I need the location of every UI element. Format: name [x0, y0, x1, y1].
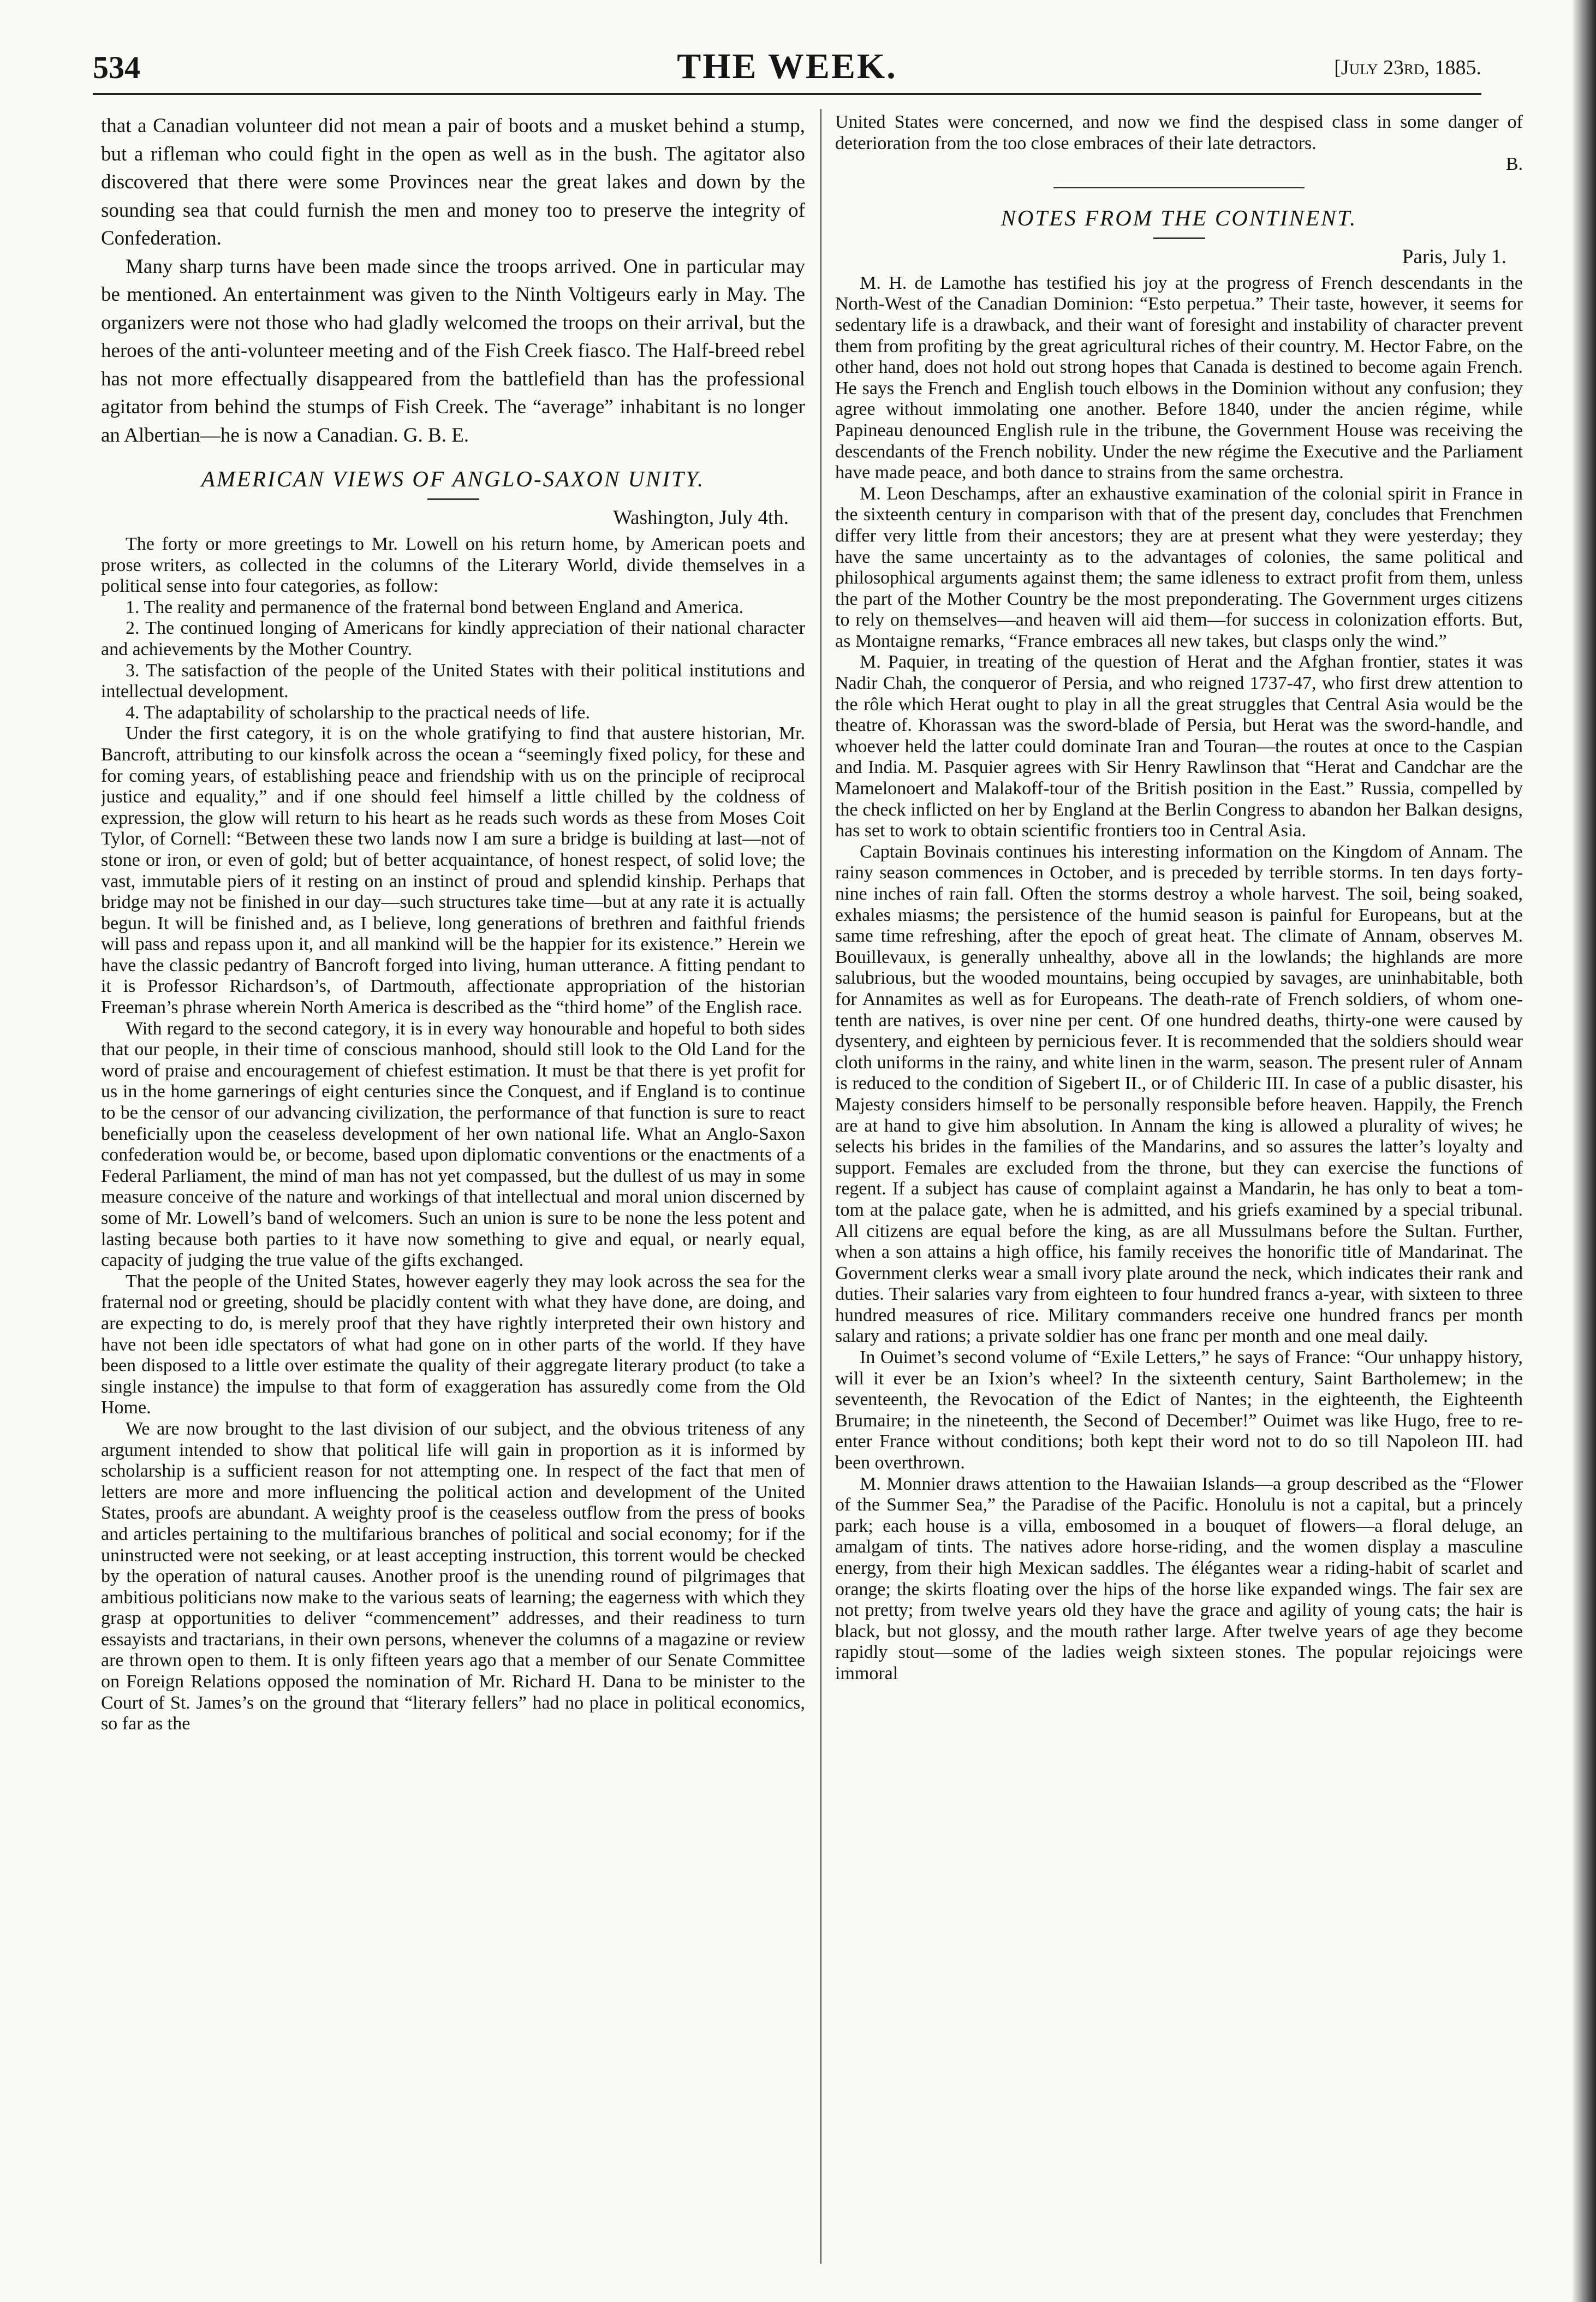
article-paragraph: M. Monnier draws attention to the Hawaiian Islands—a group described as the “Flower of the Summer Sea,” the Paradise of the Pacific. Honolulu is not a capital, but a princely park; each house is a villa, embosomed in a bouquet of flowers—a floral deluge, an amalgam of tints. The natives adore horse-riding, and the women display a masculine energy, from their high Mexican saddles. The élégantes wear a riding-habit of scarlet and orange; the skirts floating over the hips of the horse like expanded wings. The fair sex are not pretty; from twelve years old they have the grace and agility of young cats; the hair is black, but not glossy, and the mouth rather large. After twelve years of age they become rapidly stout—some of the ladies weigh sixteen stones. The popular rejoicings were immoral: [835, 1473, 1523, 1684]
header-rule: [93, 93, 1481, 95]
article-paragraph: M. Paquier, in treating of the question of Herat and the Afghan frontier, states it was Nadir Chah, the conqueror of Persia, and who reigned 1737-47, who first drew attention to the rôle which Herat ought to play in all the great struggles that Central Asia would be the theatre of. Khorassan was the sword-blade of Persia, but Herat was the sword-handle, and whoever held the latter could dominate Iran and Touran—the routes at once to the Caspian and India. M. Pasquier agrees with Sir Henry Rawlinson that “Herat and Candchar are the Mamelonoert and Malakoff-tour of the British position in the East.” Russia, compelled by the check inflicted on her by England at the Berlin Congress to abandon her Balkan designs, has set to work to obtain scientific frontiers too in Central Asia.: [835, 652, 1523, 841]
author-signature: B.: [1505, 154, 1523, 175]
dateline: Paris, July 1.: [1402, 245, 1506, 268]
masthead: [93, 46, 1481, 87]
article-paragraph: Under the first category, it is on the whole gratifying to find that austere historian, Mr. Bancroft, attributing to our kinsfolk across the ocean a “seemingly fixed policy, for these and for coming years, of establishing peace and friendship with us on the principle of reciprocal justice and equality,” and if one should feel himself a little chilled by the coldness of expression, the glow will return to his heart as he reads such words as these from Moses Coit Tylor, of Cornell: “Between these two lands now I am sure a bridge is building at last—not of stone or iron, or even of gold; but of better acquaintance, of honest respect, of solid love; the vast, immutable piers of it resting on an instinct of proud and splendid kinship. Perhaps that bridge may not be finished in our day—such structures take time—but at any rate it is actually begun. It will be finished and, as I believe, long generations of brethren and faithful friends will pass and repass upon it, and all mankind will be the happier for its existence.” Herein we have the classic pedantry of Bancroft forged into living, human utterance. A fitting pendant to it is Professor Richardson’s, of Dartmouth, affectionate appropriation of the historian Freeman’s phrase wherein North America is described as the “third home” of the English race.: [101, 723, 805, 1018]
page-number: 534: [93, 50, 140, 85]
journal-title: THE WEEK.: [677, 46, 897, 86]
article-paragraph: The forty or more greetings to Mr. Lowell on his return home, by American poets and prose writers, as collected in the columns of the Literary World, divide themselves in a political sense into four categories, as follow:: [101, 534, 805, 597]
issue-date: [July 23rd, 1885.: [1334, 56, 1481, 79]
section-rule: [1053, 187, 1305, 188]
heading-rule: [1153, 237, 1205, 239]
article-paragraph: M. H. de Lamothe has testified his joy at the progress of French descendants in the North-West of the Canadian Dominion: “Esto perpetua.” Their taste, however, it seems for sedentary life is a drawback, and their want of foresight and instability of character prevent them from profiting by the great agricultural riches of their country. M. Hector Fabre, on the other hand, does not hold out strong hopes that Canada is destined to become again French. He says the French and English touch elbows in the Dominion without any confusion; they agree without immolating one another. Before 1840, under the ancien régime, while Papineau denounced English rule in the tribune, the Government House was receiving the descendants of the French nobility. Under the new régime the Executive and the Parliament have made peace, and both dance to strains from the same orchestra.: [835, 272, 1523, 483]
continuation-paragraph: that a Canadian volunteer did not mean a pair of boots and a musket behind a stump, but a rifleman who could fight in the open as well as in the bush. The agitator also discovered that there were some Provinces near the great lakes and down by the sounding sea that could furnish the men and money too to preserve the integrity of Confederation.: [101, 115, 805, 249]
column-divider: [820, 109, 821, 2264]
continuation-paragraph: Many sharp turns have been made since the troops arrived. One in particular may be mentioned. An entertainment was given to the Ninth Voltigeurs early in May. The organizers were not those who had gladly welcomed the troops on their arrival, but the heroes of the anti-volunteer meeting and of the Fish Creek fiasco. The Half-breed rebel has not more effectually disappeared from the battlefield than has the professional agitator from behind the stumps of Fish Creek. The “average” inhabitant is no longer an Albertian—he is now a Canadian. G. B. E.: [101, 255, 805, 447]
article-paragraph: That the people of the United States, however eagerly they may look across the sea for the fraternal nod or greeting, should be placidly content with what they have done, are doing, and are expecting to do, is merely proof that they have rightly interpreted their own history and have not been idle spectators of what had gone on in other parts of the world. If they have been disposed to a little over estimate the quality of their aggregate literary product (to take a single instance) the impulse to that form of exaggeration has assuredly come from the Old Home.: [101, 1271, 805, 1418]
list-item: 3. The satisfaction of the people of the United States with their political institutions and intellectual development.: [101, 660, 805, 702]
dateline: Washington, July 4th.: [613, 507, 789, 529]
article-paragraph: In Ouimet’s second volume of “Exile Letters,” he says of France: “Our unhappy history, will it ever be an Ixion’s wheel? In the sixteenth century, Saint Bartholemew; in the seventeenth, the Revocation of the Edict of Nantes; in the eighteenth, the Eighteenth Brumaire; in the nineteenth, the Second of December!” Ouimet was like Hugo, free to re-enter France without conditions; both kept their word not to do so till Napoleon III. had been overthrown.: [835, 1347, 1523, 1473]
list-item: 1. The reality and permanence of the fraternal bond between England and America.: [126, 597, 744, 617]
article-paragraph: M. Leon Deschamps, after an exhaustive examination of the colonial spirit in France in the sixteenth century in comparison with that of the present day, concludes that Frenchmen differ very little from their ancestors; they are at present what they were yesterday; they have the same uncertainty as to the advantages of colonies, the same political and philosophical arguments against them; the same idleness to extract profit from them, unless the part of the Mother Country be the most preponderating. The Government urges citizens to rely on themselves—and heaven will aid them—for success in colonization efforts. But, as Montaigne remarks, “France embraces all new takes, but clasps only the wind.”: [835, 483, 1523, 651]
continuation-paragraph: United States were concerned, and now we find the despised class in some danger of deterioration from the too close embraces of their late detractors.: [835, 112, 1523, 153]
article-heading: NOTES FROM THE CONTINENT.: [1001, 205, 1357, 230]
page-edge-shadow: [1571, 0, 1596, 2302]
right-column: [835, 112, 1523, 2269]
list-item: 2. The continued longing of Americans for kindly appreciation of their national character and achievements by the Mother Country.: [101, 618, 805, 659]
left-column: [101, 112, 805, 2269]
article-heading: AMERICAN VIEWS OF ANGLO-SAXON UNITY.: [201, 466, 705, 491]
list-item: 4. The adaptability of scholarship to the practical needs of life.: [126, 702, 590, 723]
article-paragraph: With regard to the second category, it is in every way honourable and hopeful to both sides that our people, in their time of conscious manhood, should still look to the Old Land for the word of praise and encouragement of chiefest estimation. It must be that there is yet profit for us in the home garnerings of eight centuries since the Conquest, and if England is to continue to be the censor of our advancing civilization, the performance of that function is sure to react beneficially upon the ceaseless development of her own national life. What an Anglo-Saxon confederation would be, or become, based upon diplomatic conventions or the enactments of a Federal Parliament, the mind of man has not yet compassed, but the dullest of us may in some measure conceive of the nature and workings of that intellectual and moral union discerned by some of Mr. Lowell’s band of welcomers. Such an union is sure to be none the less potent and lasting because both parties to it have now something to give and equal, or nearly equal, capacity of judging the true value of the gifts exchanged.: [101, 1018, 805, 1271]
heading-rule: [427, 498, 479, 500]
article-paragraph: Captain Bovinais continues his interesting information on the Kingdom of Annam. The rainy season commences in October, and is preceded by terrible storms. In ten days forty-nine inches of rain fall. Often the storms destroy a whole harvest. The soil, being soaked, exhales miasms; the persistence of the humid season is painful for Europeans, but at the same time refreshing, after the epoch of great heat. The climate of Annam, observes M. Bouillevaux, is generally unhealthy, above all in the lowlands; the highlands are more salubrious, but the wooded mountains, being occupied by savages, are uninhabitable, both for Annamites as well as for Europeans. The death-rate of French soldiers, of whom one-tenth are natives, is over nine per cent. Of one hundred deaths, thirty-one were caused by dysentery, and eighteen by pernicious fever. It is recommended that the soldiers should wear cloth uniforms in the rainy, and white linen in the warm, season. The present ruler of Annam is reduced to the condition of Sigebert II., or of Childeric III. In case of a public disaster, his Majesty considers himself to be personally responsible before heaven. Happily, the French are at hand to give him absolution. In Annam the king is allowed a plurality of wives; he selects his brides in the families of the Mandarins, and so assures the latter’s loyalty and support. Females are excluded from the throne, but they can exercise the functions of regent. If a subject has cause of complaint against a Mandarin, he has only to beat a tom-tom at the palace gate, when he is admitted, and his griefs examined by a special tribunal. All citizens are equal before the king, as are all Mussulmans before the Sultan. Further, when a son attains a high office, his family receives the honorific title of Mandarinat. The Government clerks wear a small ivory plate around the neck, which indicates their rank and duties. Their salaries vary from eighteen to four hundred francs a-year, with sixteen to three hundred measures of rice. Military commanders receive one hundred francs per month salary and rations; a private soldier has one franc per month and one meal daily.: [835, 841, 1523, 1347]
article-paragraph: We are now brought to the last division of our subject, and the obvious triteness of any argument intended to show that political life will gain in proportion as it is informed by scholarship is a sufficient reason for not attempting one. In respect of the fact that men of letters are more and more influencing the political action and development of the United States, proofs are abundant. A weighty proof is the ceaseless outflow from the press of books and articles pertaining to the multifarious branches of political and social economy; for if the uninstructed were not seeking, or at least accepting instruction, this torrent would be checked by the operation of natural causes. Another proof is the unending round of pilgrimages that ambitious politicians now make to the various seats of learning; the eagerness with which they grasp at opportunities to deliver “commencement” addresses, and their readiness to turn essayists and tractarians, in their own persons, whenever the columns of a magazine or review are thrown open to them. It is only fifteen years ago that a member of our Senate Committee on Foreign Relations opposed the nomination of Mr. Richard H. Dana to be minister to the Court of St. James’s on the ground that “literary fellers” had no place in political economics, so far as the: [101, 1418, 805, 1734]
